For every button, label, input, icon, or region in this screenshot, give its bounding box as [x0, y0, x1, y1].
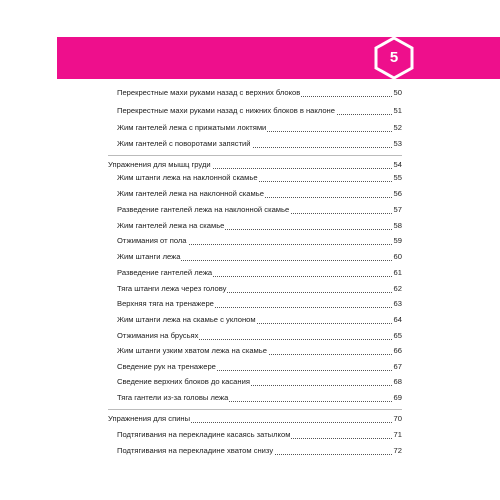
- toc-entry[interactable]: [117, 282, 402, 296]
- toc-section-title: Упражнения для спины: [108, 412, 191, 426]
- toc-entry-title: Жим штанги лежа: [117, 250, 181, 264]
- toc-entry-title: Отжимания от пола: [117, 234, 188, 248]
- toc-entry-title: Сведение верхних блоков до касания: [117, 375, 251, 389]
- toc-entry[interactable]: [117, 444, 402, 458]
- toc-entry[interactable]: [117, 266, 402, 280]
- toc-entry-page: 55: [393, 171, 402, 185]
- toc-section-page: 70: [393, 412, 402, 426]
- section-divider: [108, 155, 402, 156]
- toc-entry[interactable]: [117, 171, 402, 185]
- toc-entry-page: 68: [393, 375, 402, 389]
- toc-entry-page: 72: [393, 444, 402, 458]
- toc-entry-page: 65: [393, 329, 402, 343]
- toc-entry[interactable]: [117, 360, 402, 374]
- toc-entry-title: Верхняя тяга на тренажере: [117, 297, 215, 311]
- toc-entry-title: Жим штанги лежа на скамье с уклоном: [117, 313, 257, 327]
- toc-entry-title: Жим штанги лежа на наклонной скамье: [117, 171, 259, 185]
- toc-entry-title: Сведение рук на тренажере: [117, 360, 217, 374]
- toc-entry[interactable]: [117, 329, 402, 343]
- toc-entry-page: 51: [393, 104, 402, 118]
- toc-entry-title: Разведение гантелей лежа: [117, 266, 213, 280]
- toc-entry-page: 69: [393, 391, 402, 405]
- toc-entry-title: Жим гантелей лежа на скамье: [117, 219, 225, 233]
- toc-entry-title: Перекрестные махи руками назад с нижних блоков в наклоне: [117, 104, 336, 118]
- toc-section-title: Упражнения для мышц груди: [108, 158, 212, 172]
- toc-entry[interactable]: [117, 86, 402, 100]
- toc-entry-title: Разведение гантелей лежа на наклонной скамье: [117, 203, 290, 217]
- toc-entry-title: Подтягивания на перекладине касаясь затылком: [117, 428, 291, 442]
- toc-entry-page: 59: [393, 234, 402, 248]
- toc-entry-page: 53: [393, 137, 402, 151]
- toc-entry[interactable]: [117, 344, 402, 358]
- toc-entry-title: Отжимания на брусьях: [117, 329, 199, 343]
- toc-entry-page: 63: [393, 297, 402, 311]
- toc-entry-page: 67: [393, 360, 402, 374]
- toc-entry-title: Жим гантелей лежа с прижатыми локтями: [117, 121, 267, 135]
- toc-section-heading[interactable]: [108, 412, 402, 426]
- toc-entry[interactable]: [117, 313, 402, 327]
- toc-entry-page: 57: [393, 203, 402, 217]
- toc-entry-page: 71: [393, 428, 402, 442]
- toc-entry[interactable]: [117, 250, 402, 264]
- toc-entry[interactable]: [117, 297, 402, 311]
- toc-section-page: 54: [393, 158, 402, 172]
- toc-entry[interactable]: [117, 137, 402, 151]
- section-divider: [108, 409, 402, 410]
- toc-entry-title: Тяга штанги лежа через голову: [117, 282, 227, 296]
- toc-entry-page: 62: [393, 282, 402, 296]
- toc-entry-title: Жим штанги узким хватом лежа на скамье: [117, 344, 268, 358]
- toc-entry[interactable]: [117, 104, 402, 118]
- toc-entry-page: 66: [393, 344, 402, 358]
- toc-entry-page: 61: [393, 266, 402, 280]
- toc-entry[interactable]: [117, 219, 402, 233]
- toc-entry-page: 64: [393, 313, 402, 327]
- toc-entry-title: Жим гантелей лежа на наклонной скамье: [117, 187, 265, 201]
- toc-entry-title: Перекрестные махи руками назад с верхних блоков: [117, 86, 301, 100]
- toc-entry[interactable]: [117, 375, 402, 389]
- toc-entry-page: 50: [393, 86, 402, 100]
- toc-entry[interactable]: [117, 428, 402, 442]
- toc-entry-title: Тяга гантели из-за головы лежа: [117, 391, 229, 405]
- chapter-number: 5: [389, 49, 399, 66]
- toc-entry-page: 52: [393, 121, 402, 135]
- toc-entry[interactable]: [117, 203, 402, 217]
- toc-entry[interactable]: [117, 391, 402, 405]
- toc-section-heading[interactable]: [108, 158, 402, 172]
- toc-entry-page: 58: [393, 219, 402, 233]
- toc-entry-title: Подтягивания на перекладине хватом снизу: [117, 444, 274, 458]
- toc-entry-title: Жим гантелей с поворотами запястий: [117, 137, 252, 151]
- toc-entry[interactable]: [117, 187, 402, 201]
- toc-entry-page: 56: [393, 187, 402, 201]
- toc-entry-page: 60: [393, 250, 402, 264]
- toc-entry[interactable]: [117, 234, 402, 248]
- toc-entry[interactable]: [117, 121, 402, 135]
